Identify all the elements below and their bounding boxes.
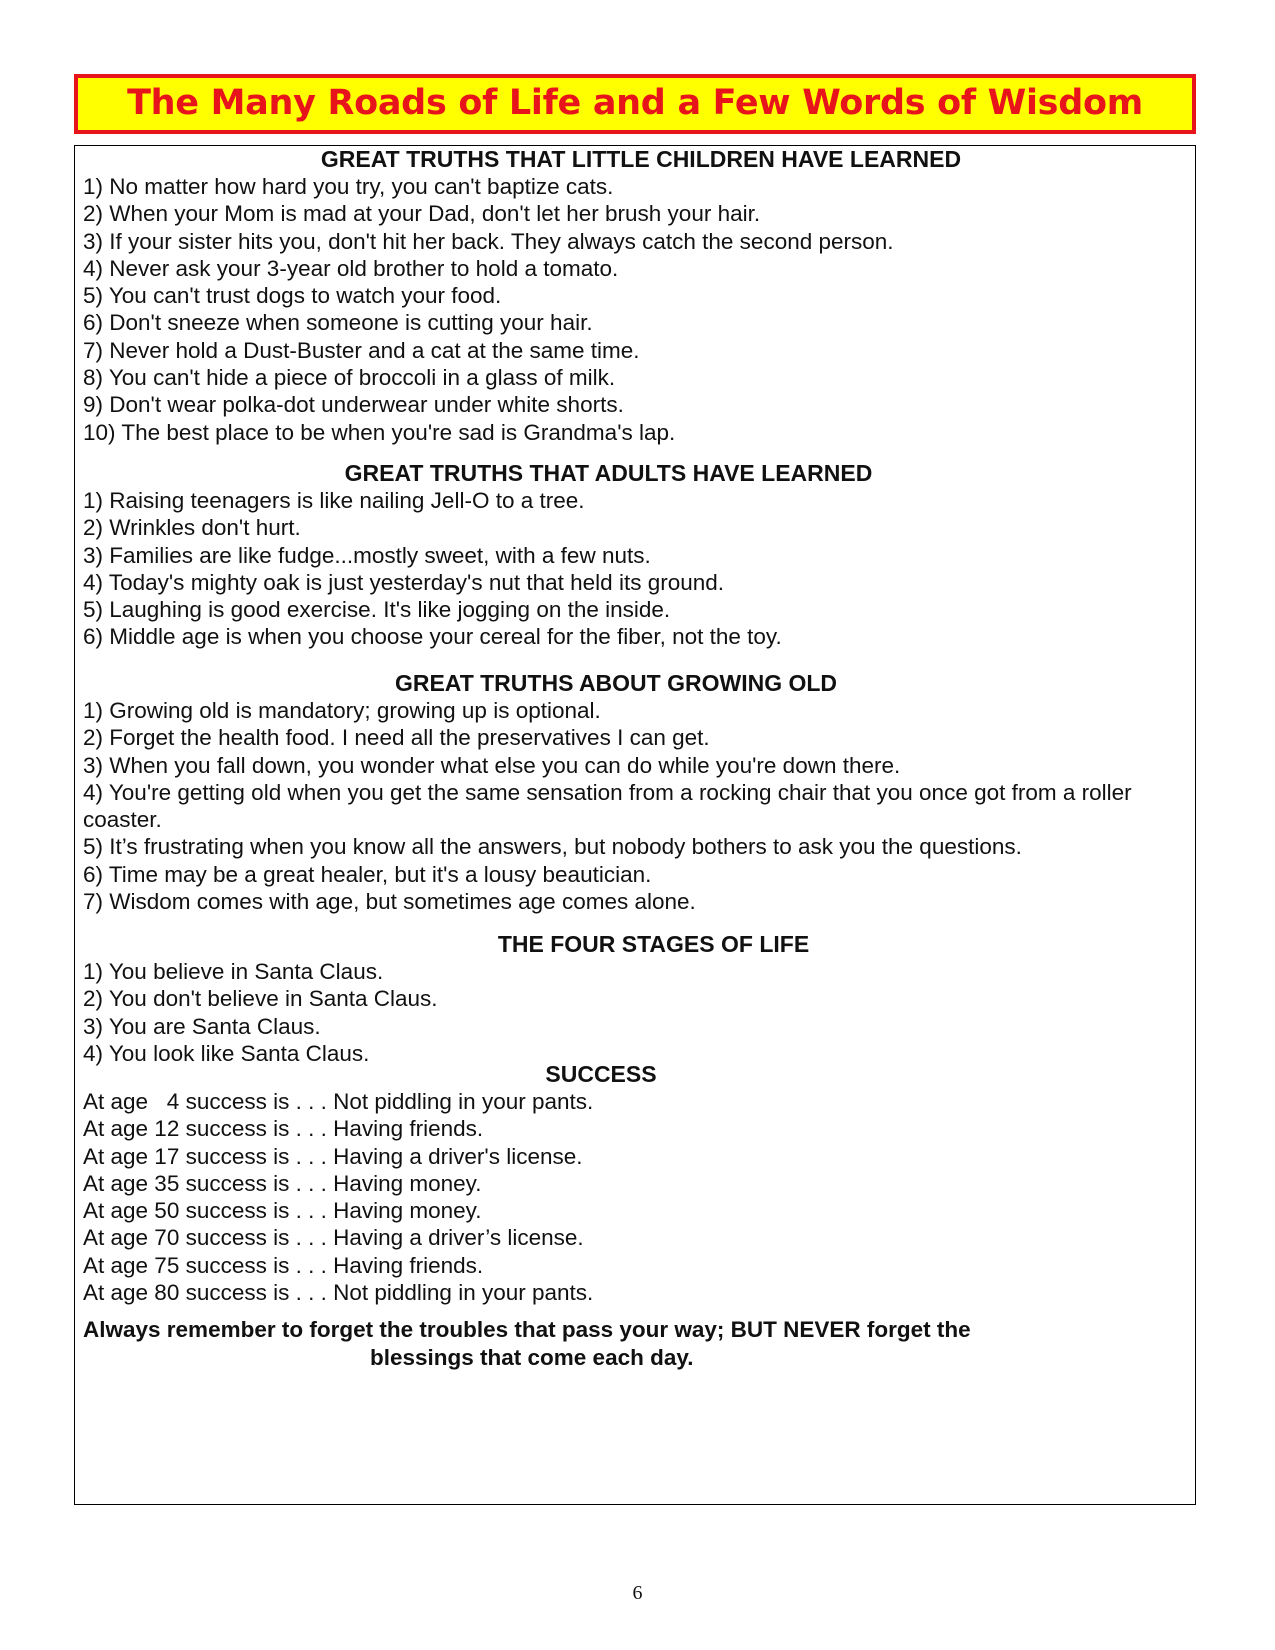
list-item: At age 17 success is . . . Having a driver's license.: [83, 1143, 583, 1169]
list-item: 5) You can't trust dogs to watch your food.: [83, 283, 502, 309]
list-item: 4) Today's mighty oak is just yesterday's nut that held its ground.: [83, 569, 725, 595]
list-item: 3) If your sister hits you, don't hit her back. They always catch the second person.: [83, 228, 894, 254]
section-heading: GREAT TRUTHS ABOUT GROWING OLD: [394, 670, 838, 696]
closing-line-1: Always remember to forget the troubles that pass your way; BUT NEVER forget the: [83, 1317, 971, 1342]
list-item: 4) You're getting old when you get the same sensation from a rocking chair that you once got from a roller coaster.: [83, 779, 1132, 833]
section-children: [83, 146, 1189, 446]
list-item: 5) It’s frustrating when you know all the answers, but nobody bothers to ask you the questions.: [83, 834, 1022, 860]
list-item: 7) Never hold a Dust-Buster and a cat at the same time.: [83, 337, 640, 363]
list-item: 10) The best place to be when you're sad is Grandma's lap.: [83, 419, 676, 445]
list-item: 6) Don't sneeze when someone is cutting your hair.: [83, 310, 593, 336]
section-heading: THE FOUR STAGES OF LIFE: [497, 931, 810, 957]
list-item: 8) You can't hide a piece of broccoli in a glass of milk.: [83, 365, 616, 391]
title-banner: [74, 74, 1196, 134]
section-four-stages: [83, 931, 1189, 1067]
list-item: At age 70 success is . . . Having a driver’s license.: [83, 1225, 584, 1251]
list-item: At age 12 success is . . . Having friends.: [83, 1116, 484, 1142]
list-item: At age 4 success is . . . Not piddling in your pants.: [83, 1089, 594, 1114]
section-growing-old: [83, 670, 1189, 915]
list-item: 1) You believe in Santa Claus.: [83, 959, 384, 984]
section-success: [83, 1061, 1189, 1306]
list-item: At age 80 success is . . . Not piddling in your pants.: [83, 1280, 594, 1306]
list-item: 2) Wrinkles don't hurt.: [83, 515, 301, 541]
list-item: 1) No matter how hard you try, you can't baptize cats.: [83, 174, 614, 199]
section-heading: SUCCESS: [545, 1061, 657, 1087]
section-adults: [83, 460, 1189, 651]
page-number: 6: [632, 1582, 643, 1604]
list-item: 1) Growing old is mandatory; growing up is optional.: [83, 698, 601, 723]
closing-statement: [83, 1316, 1189, 1372]
section-heading: GREAT TRUTHS THAT ADULTS HAVE LEARNED: [344, 460, 873, 486]
closing-line-2: blessings that come each day.: [370, 1345, 694, 1370]
content-box: [74, 145, 1196, 1505]
list-item: 6) Middle age is when you choose your cereal for the fiber, not the toy.: [83, 624, 782, 650]
list-item: 7) Wisdom comes with age, but sometimes age comes alone.: [83, 889, 696, 915]
list-item: 4) You look like Santa Claus.: [83, 1040, 370, 1066]
list-item: 3) When you fall down, you wonder what else you can do while you're down there.: [83, 752, 901, 778]
list-item: At age 50 success is . . . Having money.: [83, 1198, 482, 1224]
list-item: 3) Families are like fudge...mostly sweet, with a few nuts.: [83, 542, 651, 568]
list-item: At age 35 success is . . . Having money.: [83, 1170, 482, 1196]
list-item: 2) When your Mom is mad at your Dad, don't let her brush your hair.: [83, 201, 761, 227]
list-item: 5) Laughing is good exercise. It's like jogging on the inside.: [83, 597, 671, 623]
list-item: 2) Forget the health food. I need all the preservatives I can get.: [83, 725, 710, 751]
page-title: The Many Roads of Life and a Few Words of Wisdom: [127, 83, 1143, 123]
list-item: 9) Don't wear polka-dot underwear under white shorts.: [83, 392, 624, 418]
list-item: 6) Time may be a great healer, but it's a lousy beautician.: [83, 861, 652, 887]
section-heading: GREAT TRUTHS THAT LITTLE CHILDREN HAVE LEARNED: [320, 146, 962, 172]
list-item: 3) You are Santa Claus.: [83, 1013, 321, 1039]
list-item: At age 75 success is . . . Having friends.: [83, 1252, 484, 1278]
list-item: 2) You don't believe in Santa Claus.: [83, 986, 438, 1012]
list-item: 4) Never ask your 3-year old brother to hold a tomato.: [83, 255, 619, 281]
list-item: 1) Raising teenagers is like nailing Jell-O to a tree.: [83, 488, 585, 513]
